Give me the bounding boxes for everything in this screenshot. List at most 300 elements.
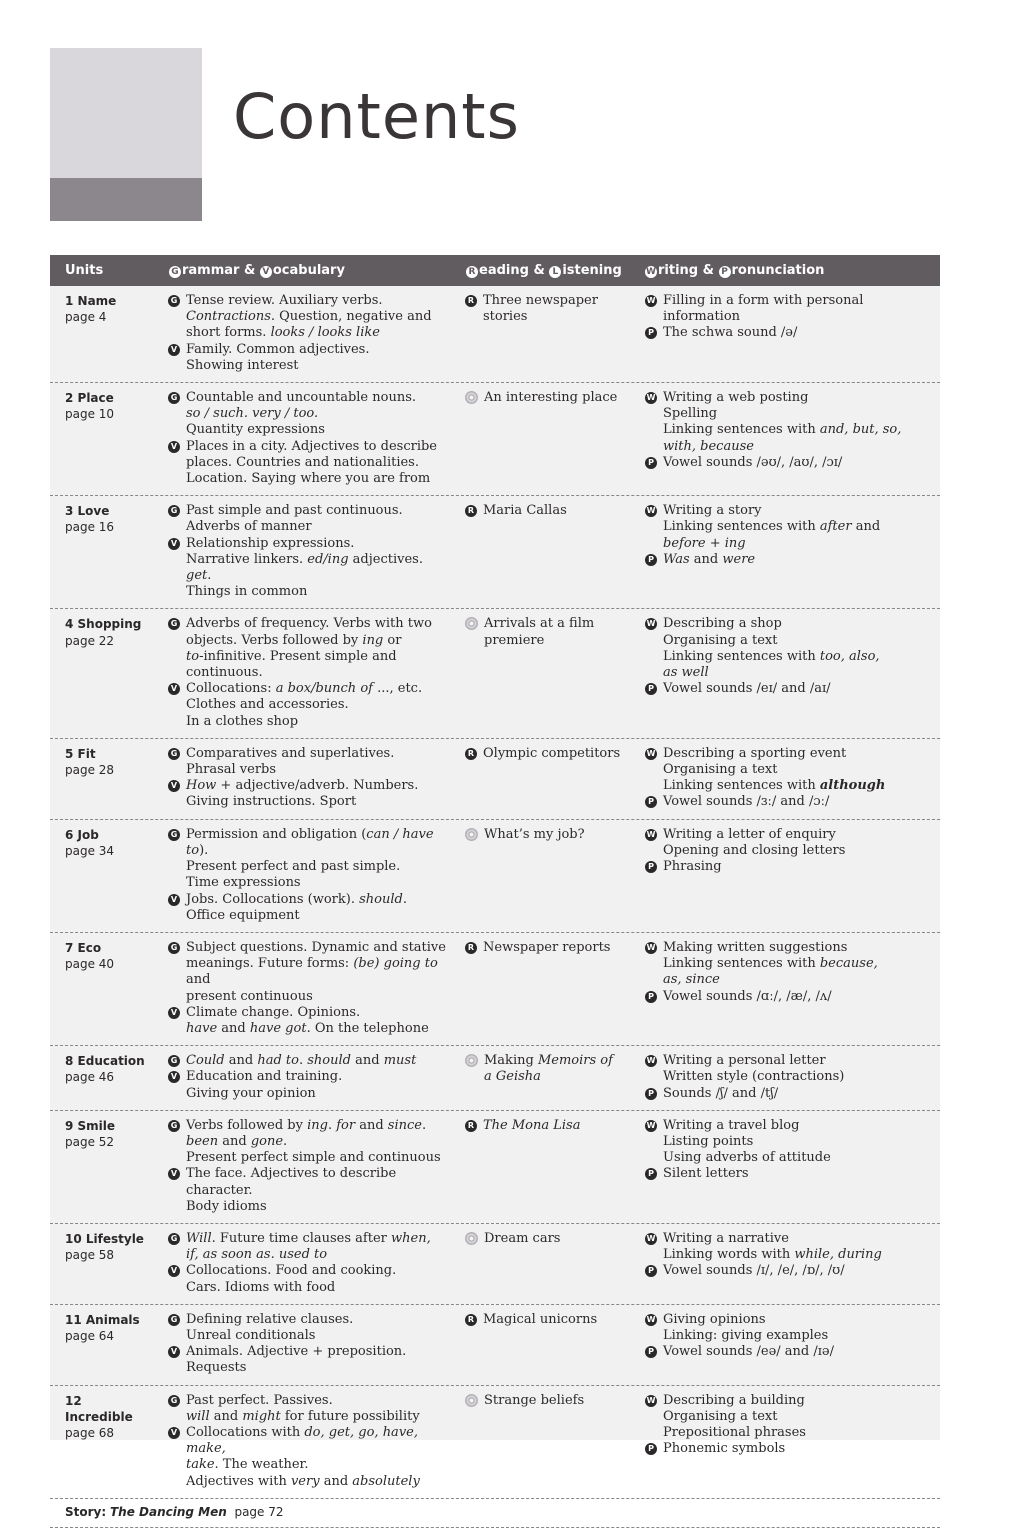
unit-row[interactable] — [50, 383, 940, 496]
text-run: . — [421, 1117, 427, 1133]
unit-name: 8 Education — [65, 1054, 145, 1069]
content-entry — [168, 1005, 450, 1037]
entry-line — [186, 989, 450, 1005]
text-run: Family. Common adjectives. — [186, 341, 370, 357]
vocabulary-badge-icon: V — [168, 1265, 180, 1277]
entry-text — [663, 827, 940, 859]
entry-text — [186, 1118, 450, 1167]
entry-line — [186, 1231, 450, 1247]
text-run: and, but, so, — [819, 422, 902, 438]
unit-name: 6 Job — [65, 827, 99, 842]
pronunciation-badge-icon: P — [645, 861, 657, 873]
entry-line — [186, 1053, 450, 1069]
content-entry — [168, 1263, 450, 1295]
text-run: How — [186, 778, 217, 794]
text-run: and — [319, 1473, 353, 1489]
unit-name: 10 Lifestyle — [65, 1231, 144, 1246]
entry-text — [484, 616, 640, 648]
header-letter-w-icon: W — [646, 267, 656, 277]
content-entry — [168, 1069, 450, 1101]
text-run: Clothes and accessories. — [186, 697, 349, 713]
unit-page[interactable]: page 46 — [65, 1070, 115, 1085]
entry-line — [663, 649, 940, 665]
text-run: take — [186, 1457, 215, 1473]
entry-line — [186, 1134, 450, 1150]
content-entry — [645, 616, 940, 681]
reading-listening-cell — [450, 390, 640, 487]
text-run: should — [307, 1053, 351, 1069]
unit-page[interactable]: page 64 — [65, 1328, 115, 1343]
entry-line — [663, 1312, 940, 1328]
content-entry — [645, 325, 940, 341]
unit-row[interactable] — [50, 1111, 940, 1224]
content-entry — [465, 940, 640, 956]
text-run: Adjectives with — [186, 1473, 291, 1489]
entry-line — [663, 293, 940, 309]
text-run: ing — [362, 632, 384, 648]
writing-pronunciation-cell — [640, 1393, 940, 1490]
entry-text — [484, 1053, 640, 1085]
unit-row[interactable] — [50, 1305, 940, 1386]
entry-line — [484, 1069, 640, 1085]
text-run: Phrasal verbs — [186, 762, 277, 778]
entry-line — [186, 827, 450, 859]
text-run: Linking: giving examples — [663, 1327, 829, 1343]
text-run: and — [351, 1053, 384, 1069]
entry-line — [663, 665, 940, 681]
writing-pronunciation-cell — [640, 293, 940, 374]
text-run: Linking sentences with — [663, 956, 820, 972]
reading-badge-icon: R — [465, 748, 477, 760]
content-entry — [168, 892, 450, 924]
text-run: . The weather. — [214, 1457, 309, 1473]
unit-page[interactable]: page 28 — [65, 763, 115, 778]
entry-line — [186, 1312, 450, 1328]
entry-line — [186, 1150, 450, 1166]
unit-page[interactable]: page 68 — [65, 1425, 115, 1440]
page-title: Contents — [233, 80, 520, 153]
entry-line — [663, 762, 940, 778]
vocabulary-badge-icon: V — [168, 1071, 180, 1083]
entry-line — [484, 1393, 640, 1409]
text-run: to — [186, 648, 200, 664]
content-entry — [645, 1441, 940, 1457]
entry-line — [186, 293, 450, 309]
text-run: ed/ing — [307, 551, 349, 567]
pronunciation-badge-icon: P — [645, 991, 657, 1003]
text-run: Unreal conditionals — [186, 1327, 316, 1343]
unit-page[interactable]: page 34 — [65, 843, 115, 858]
text-run: Quantity expressions — [186, 422, 325, 438]
text-run: as, since — [663, 972, 720, 988]
text-run: Giving your opinion — [186, 1085, 316, 1101]
text-run: Office equipment — [186, 907, 300, 923]
entry-line — [483, 1312, 640, 1328]
unit-page[interactable]: page 10 — [65, 407, 115, 422]
reading-badge-icon: R — [465, 1314, 477, 1326]
entry-line — [186, 1166, 450, 1198]
entry-line — [663, 1441, 940, 1457]
writing-pronunciation-cell — [640, 1231, 940, 1296]
text-run: Vowel sounds /əʊ/, /aʊ/, /ɔɪ/ — [663, 454, 843, 470]
entry-text — [663, 293, 940, 325]
text-run: Permission and obligation ( — [186, 826, 367, 842]
unit-name: 11 Animals — [65, 1312, 140, 1327]
entry-text — [663, 503, 940, 552]
entry-line — [663, 1344, 940, 1360]
cd-listening-icon — [465, 1394, 478, 1407]
text-run: can / have to — [186, 826, 434, 858]
cd-listening-icon — [465, 828, 478, 841]
content-entry — [645, 455, 940, 471]
entry-line — [186, 584, 450, 600]
text-run: absolutely — [352, 1473, 420, 1489]
entry-line — [186, 908, 450, 924]
entry-text — [186, 1425, 450, 1490]
entry-text — [663, 1053, 940, 1085]
unit-name: 2 Place — [65, 391, 114, 406]
text-run: Countable and uncountable nouns. — [186, 390, 417, 406]
entry-text — [663, 681, 940, 697]
text-run: Using adverbs of attitude — [663, 1150, 831, 1166]
content-entry — [645, 859, 940, 875]
text-run: Things in common — [186, 584, 308, 600]
entry-text — [663, 794, 940, 810]
entry-text — [663, 1441, 940, 1457]
entry-line — [186, 406, 450, 422]
content-entry — [465, 616, 640, 648]
text-run: Olympic competitors — [483, 745, 621, 761]
entry-line — [483, 940, 640, 956]
entry-line — [186, 1086, 450, 1102]
text-run: must — [383, 1053, 417, 1069]
text-run: so / such. very / too. — [186, 406, 319, 422]
text-run: and — [689, 551, 723, 567]
vocabulary-badge-icon: V — [168, 538, 180, 550]
header-writing-pronunciation — [640, 263, 940, 278]
writing-badge-icon: W — [646, 942, 656, 952]
entry-line — [186, 1474, 450, 1490]
entry-line — [484, 1053, 640, 1069]
unit-name: 12 Incredible — [65, 1393, 133, 1424]
table-header — [50, 255, 940, 286]
text-run: Subject questions. Dynamic and stative — [186, 939, 446, 955]
writing-pronunciation-cell — [640, 390, 940, 487]
grammar-badge-icon: G — [168, 748, 180, 760]
text-run: Organising a text — [663, 1408, 778, 1424]
unit-row[interactable] — [50, 739, 940, 820]
entry-line — [186, 1118, 450, 1134]
content-entry — [645, 794, 940, 810]
unit-page[interactable]: page 52 — [65, 1134, 115, 1149]
text-run: The Mona Lisa — [483, 1117, 581, 1133]
content-entry — [645, 989, 940, 1005]
entry-text — [186, 1393, 450, 1425]
text-run: The schwa sound /ə/ — [663, 325, 798, 341]
text-run: Adverbs of frequency. Verbs with two — [186, 616, 432, 632]
text-run: and — [224, 1053, 258, 1069]
entry-line — [186, 1393, 450, 1409]
entry-line — [663, 1247, 940, 1263]
vocabulary-badge-icon: V — [168, 780, 180, 792]
grammar-vocabulary-cell — [152, 940, 450, 1037]
header-letter-l-icon: L — [549, 266, 561, 278]
content-entry — [168, 536, 450, 601]
content-entry — [168, 1344, 450, 1376]
unit-row[interactable] — [50, 933, 940, 1046]
text-run: Time expressions — [186, 875, 301, 891]
unit-cell — [50, 390, 152, 487]
text-run: Narrative linkers. — [186, 551, 308, 567]
content-entry — [645, 1166, 940, 1182]
text-run: or — [383, 632, 402, 648]
entry-line — [663, 633, 940, 649]
text-run: ..., etc. — [372, 681, 423, 697]
content-entry — [645, 1231, 940, 1263]
grammar-badge-icon: G — [168, 1395, 180, 1407]
entry-line — [483, 503, 640, 519]
text-run: Present perfect and past simple. — [186, 859, 401, 875]
entry-line — [186, 794, 450, 810]
text-run: Was — [663, 551, 690, 567]
content-entry — [168, 342, 450, 374]
text-run: Places in a city. Adjectives to describe — [186, 438, 437, 454]
cd-listening-icon — [465, 1054, 478, 1067]
text-run: been — [186, 1133, 219, 1149]
entry-line — [186, 1409, 450, 1425]
content-entry — [168, 616, 450, 681]
text-run: and — [218, 1133, 251, 1149]
text-run: Defining relative clauses. — [186, 1311, 354, 1327]
writing-pronunciation-cell — [640, 1053, 940, 1102]
text-run: Three newspaper stories — [483, 293, 598, 325]
text-run: gone — [250, 1133, 284, 1149]
unit-row[interactable] — [50, 609, 940, 738]
text-run: Making — [484, 1053, 538, 1069]
content-entry — [465, 827, 640, 843]
entry-line — [186, 503, 450, 519]
entry-text — [186, 778, 450, 810]
entry-line — [663, 746, 940, 762]
content-entry — [465, 390, 640, 406]
vocabulary-badge-icon: V — [168, 1346, 180, 1358]
content-entry — [645, 1118, 940, 1167]
text-run: In a clothes shop — [186, 713, 299, 729]
unit-page[interactable]: page 40 — [65, 957, 115, 972]
unit-row[interactable] — [50, 1046, 940, 1111]
text-run: Collocations with — [186, 1424, 305, 1440]
grammar-badge-icon: G — [168, 295, 180, 307]
entry-line — [663, 681, 940, 697]
reading-listening-cell — [450, 940, 640, 1037]
unit-page[interactable]: page 4 — [65, 310, 107, 325]
entry-line — [663, 1053, 940, 1069]
entry-text — [663, 859, 940, 875]
entry-text — [186, 342, 450, 374]
text-run: An interesting place — [484, 390, 618, 406]
entry-line — [186, 875, 450, 891]
content-entry — [168, 746, 450, 778]
entry-line — [186, 1280, 450, 1296]
entry-line — [483, 1118, 640, 1134]
writing-pronunciation-cell — [640, 503, 940, 600]
entry-text — [663, 1166, 940, 1182]
content-entry — [168, 681, 450, 730]
text-run: after — [819, 519, 852, 535]
entry-text — [484, 390, 640, 406]
pronunciation-badge-icon: P — [645, 554, 657, 566]
writing-badge-icon: W — [646, 1056, 656, 1066]
writing-pronunciation-cell — [640, 827, 940, 924]
entry-line — [663, 519, 940, 535]
text-run: short forms. — [186, 325, 271, 341]
content-entry — [645, 293, 940, 325]
content-entry — [168, 439, 450, 488]
content-entry — [645, 681, 940, 697]
pronunciation-badge-icon: P — [645, 683, 657, 695]
text-run: Jobs. Collocations (work). — [186, 891, 360, 907]
entry-line — [663, 1263, 940, 1279]
header-text: ocabulary — [272, 263, 345, 278]
entry-line — [663, 439, 940, 455]
content-entry — [168, 778, 450, 810]
entry-line — [663, 536, 940, 552]
text-run: Organising a text — [663, 632, 778, 648]
text-run: (be) going to — [353, 956, 438, 972]
text-run: too, also, — [819, 648, 880, 664]
unit-page[interactable]: page 58 — [65, 1248, 115, 1263]
entry-text — [663, 325, 940, 341]
content-entry — [645, 1086, 940, 1102]
reading-badge-icon: R — [465, 942, 477, 954]
text-run: Adverbs of manner — [186, 519, 312, 535]
entry-text — [663, 746, 940, 795]
content-entry — [465, 1312, 640, 1328]
entry-line — [186, 325, 450, 341]
entry-text — [186, 536, 450, 601]
text-run: Phonemic symbols — [663, 1441, 786, 1457]
text-run: Writing a story — [663, 503, 762, 519]
entry-line — [186, 714, 450, 730]
writing-badge-icon: W — [646, 393, 656, 403]
text-run: Opening and closing letters — [663, 842, 846, 858]
writing-badge-icon: W — [646, 748, 656, 758]
unit-row[interactable] — [50, 1386, 940, 1499]
text-run: Vowel sounds /eə/ and /ɪə/ — [663, 1344, 834, 1360]
entry-line — [663, 503, 940, 519]
entry-line — [186, 1263, 450, 1279]
unit-row[interactable] — [50, 286, 940, 383]
entry-line — [186, 1457, 450, 1473]
text-run: Body idioms — [186, 1198, 267, 1214]
entry-text — [483, 940, 640, 956]
entry-text — [483, 746, 640, 762]
content-entry — [645, 1312, 940, 1344]
entry-line — [663, 843, 940, 859]
text-run: before + ing — [663, 535, 746, 551]
unit-name: 5 Fit — [65, 746, 96, 761]
entry-text — [186, 1166, 450, 1215]
text-run: . — [402, 891, 407, 907]
text-run: Organising a text — [663, 762, 778, 778]
entry-line — [186, 762, 450, 778]
reading-badge-icon: R — [465, 505, 477, 517]
content-entry — [645, 552, 940, 568]
text-run: Filling in a form with personal — [663, 293, 864, 308]
entry-line — [663, 1425, 940, 1441]
text-run: Listing points — [663, 1133, 754, 1149]
story-title: The Dancing Men — [110, 1504, 227, 1519]
entry-line — [663, 1150, 940, 1166]
text-run: Writing a letter of enquiry — [663, 826, 836, 842]
content-entry — [465, 746, 640, 762]
unit-row[interactable] — [50, 496, 940, 609]
reading-listening-cell — [450, 293, 640, 374]
unit-page[interactable]: page 16 — [65, 520, 115, 535]
entry-line — [186, 956, 450, 988]
entry-line — [186, 536, 450, 552]
content-entry — [465, 503, 640, 519]
reading-listening-cell — [450, 746, 640, 811]
text-run: and — [209, 1408, 243, 1424]
text-run: Relationship expressions. — [186, 535, 355, 551]
text-run: . — [283, 1133, 288, 1149]
content-entry — [645, 503, 940, 552]
entry-line — [186, 746, 450, 762]
entry-text — [483, 1118, 640, 1134]
header-letter-p-icon: P — [719, 266, 731, 278]
text-run: Animals. Adjective + preposition. — [186, 1344, 407, 1360]
pronunciation-badge-icon: P — [645, 1346, 657, 1358]
text-run: Maria Callas — [483, 503, 567, 519]
text-run: Contractions — [186, 309, 271, 325]
entry-line — [186, 616, 450, 632]
entry-line — [663, 1134, 940, 1150]
unit-row[interactable] — [50, 1224, 940, 1305]
grammar-badge-icon: G — [168, 942, 180, 954]
text-run: for — [336, 1117, 356, 1133]
grammar-vocabulary-cell — [152, 746, 450, 811]
unit-page[interactable]: page 22 — [65, 633, 115, 648]
content-entry — [168, 827, 450, 892]
entry-text — [186, 1069, 450, 1101]
text-run: had to — [257, 1053, 299, 1069]
entry-text — [186, 503, 450, 535]
entry-line — [186, 1069, 450, 1085]
content-entry — [168, 1312, 450, 1344]
vocabulary-badge-icon: V — [168, 1427, 180, 1439]
grammar-vocabulary-cell — [152, 1053, 450, 1102]
entry-text — [484, 1231, 640, 1247]
grammar-vocabulary-cell — [152, 827, 450, 924]
text-run: Vowel sounds /ɜː/ and /ɔː/ — [663, 794, 830, 810]
text-run: Linking words with — [663, 1247, 795, 1263]
reading-listening-cell — [450, 827, 640, 924]
text-run: Linking sentences with — [663, 519, 820, 535]
entry-line — [663, 390, 940, 406]
text-run: Location. Saying where you are from — [186, 471, 431, 487]
entry-text — [186, 1312, 450, 1344]
story-page: page 72 — [234, 1504, 284, 1519]
writing-badge-icon: W — [646, 1120, 656, 1130]
cd-listening-icon — [465, 1232, 478, 1245]
story-row[interactable] — [50, 1499, 940, 1528]
header-text: istening — [562, 263, 622, 278]
text-run: Silent letters — [663, 1166, 749, 1182]
writing-pronunciation-cell — [640, 1118, 940, 1215]
unit-row[interactable] — [50, 820, 940, 933]
reading-listening-cell — [450, 1312, 640, 1377]
